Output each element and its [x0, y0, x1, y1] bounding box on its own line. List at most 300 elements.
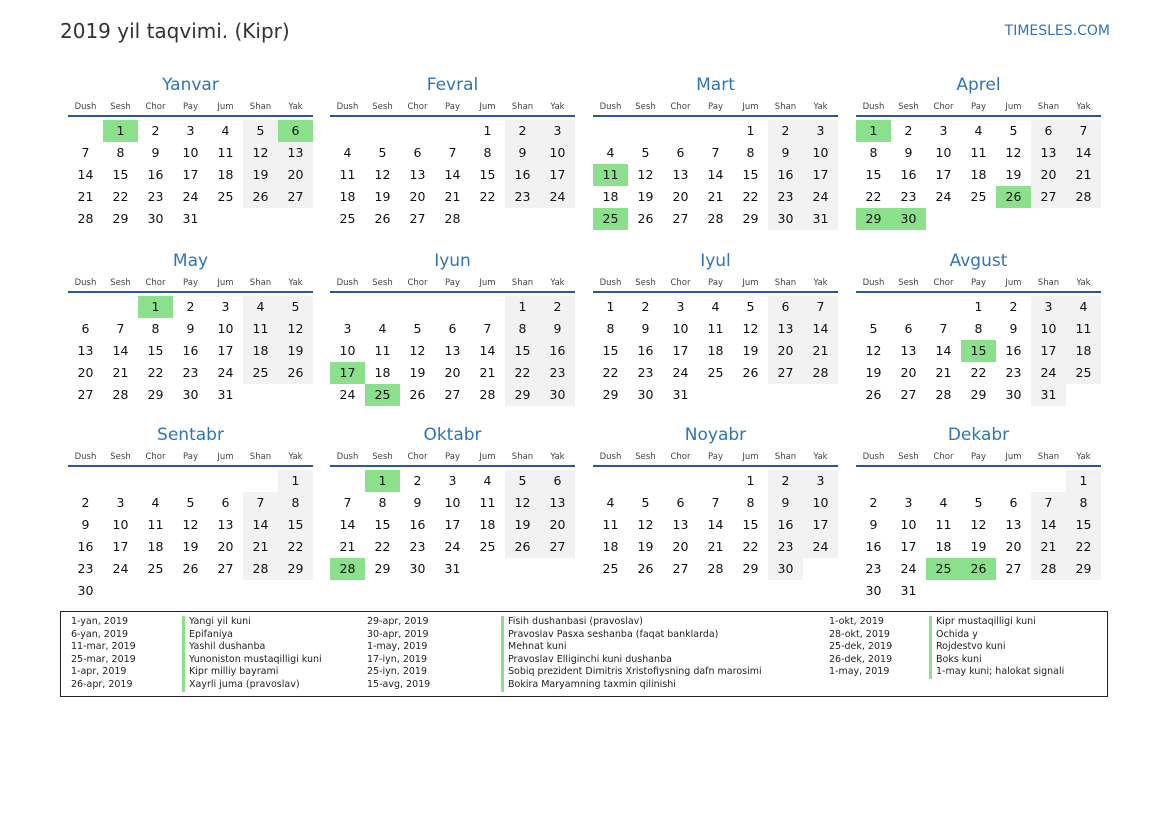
month-mart — [593, 73, 838, 230]
weekday-label: Jum — [479, 278, 496, 288]
week-row — [68, 362, 313, 384]
day-cell: 8 — [151, 321, 160, 336]
holiday-date: 30-apr, 2019 — [367, 628, 429, 640]
day-cell: 9 — [540, 318, 575, 340]
weekday-header — [330, 449, 575, 467]
week-row — [68, 164, 313, 186]
empty-cell — [208, 208, 243, 230]
day-cell: 3 — [803, 470, 838, 492]
page-title: 2019 yil taqvimi. (Kipr) — [60, 19, 290, 43]
day-cell: 18 — [970, 167, 987, 182]
weekday-label: Pay — [971, 102, 986, 112]
week-row — [856, 208, 1101, 230]
week-row — [68, 558, 313, 580]
day-cell: 16 — [147, 167, 164, 182]
day-cell: 21 — [77, 189, 94, 204]
day-cell: 11 — [602, 517, 619, 532]
day-cell: 31 — [672, 387, 689, 402]
day-cell: 14 — [1066, 142, 1101, 164]
holiday-name: Pravoslav Elliginchi kuni dushanba — [501, 654, 672, 667]
day-cell: 15 — [505, 340, 540, 362]
day-cell: 7 — [1031, 492, 1066, 514]
weekday-label: Dush — [336, 102, 359, 112]
day-cell: 1 — [746, 473, 755, 488]
day-cell: 15 — [742, 167, 759, 182]
day-cell: 3 — [904, 495, 913, 510]
empty-cell — [961, 580, 996, 602]
day-cell: 4 — [606, 145, 615, 160]
holiday-date: 29-apr, 2019 — [367, 616, 429, 627]
empty-cell — [470, 296, 505, 318]
week-row — [68, 340, 313, 362]
day-cell: 2 — [1009, 299, 1018, 314]
weekday-label: Chor — [933, 278, 954, 288]
empty-cell — [891, 296, 926, 318]
weekday-header — [68, 449, 313, 467]
empty-cell — [856, 296, 891, 318]
month-name: Oktabr — [423, 425, 482, 445]
day-grid — [330, 470, 575, 580]
day-cell: 25 — [602, 561, 619, 576]
day-cell: 30 — [768, 208, 803, 230]
weekday-label: Pay — [183, 278, 198, 288]
week-row — [593, 186, 838, 208]
day-cell: 23 — [900, 189, 917, 204]
day-cell: 31 — [900, 583, 917, 598]
day-cell: 24 — [182, 189, 199, 204]
weekday-label: Dush — [862, 102, 885, 112]
day-cell: 13 — [540, 492, 575, 514]
day-cell: 21 — [112, 365, 129, 380]
holiday-name: Xayrli juma (pravoslav) — [182, 679, 300, 692]
day-cell: 2 — [869, 495, 878, 510]
month-name: Sentabr — [157, 425, 224, 445]
month-name: Mart — [696, 75, 735, 95]
week-row — [68, 580, 313, 602]
day-cell: 10 — [672, 321, 689, 336]
empty-cell — [996, 580, 1031, 602]
day-cell: 28 — [707, 561, 724, 576]
day-cell: 12 — [505, 492, 540, 514]
day-cell: 19 — [182, 539, 199, 554]
weekday-label: Jum — [217, 278, 234, 288]
day-cell: 21 — [339, 539, 356, 554]
day-cell: 9 — [186, 321, 195, 336]
day-cell: 31 — [217, 387, 234, 402]
day-cell: 2 — [768, 120, 803, 142]
weekday-label: Yak — [550, 278, 565, 288]
day-cell: 10 — [217, 321, 234, 336]
weekday-label: Yak — [288, 452, 303, 462]
day-cell: 27 — [672, 211, 689, 226]
weekday-label: Sesh — [635, 102, 656, 112]
day-cell: 15 — [961, 340, 996, 362]
day-cell: 26 — [742, 365, 759, 380]
weekday-header — [68, 275, 313, 293]
day-cell: 23 — [768, 536, 803, 558]
weekday-label: Chor — [407, 278, 428, 288]
month-name: Dekabr — [947, 425, 1010, 445]
month-name: Iyun — [434, 251, 471, 271]
empty-cell — [330, 296, 365, 318]
day-cell: 2 — [641, 299, 650, 314]
weekday-label: Sesh — [898, 102, 919, 112]
day-cell: 5 — [869, 321, 878, 336]
day-cell: 3 — [221, 299, 230, 314]
day-cell: 1 — [365, 470, 400, 492]
day-cell: 30 — [77, 583, 94, 598]
day-cell: 28 — [444, 211, 461, 226]
day-cell: 1 — [278, 470, 313, 492]
empty-cell — [540, 208, 575, 230]
weekday-label: Yak — [1076, 102, 1091, 112]
day-cell: 15 — [1066, 514, 1101, 536]
empty-cell — [996, 208, 1031, 230]
week-row — [330, 120, 575, 142]
day-cell: 10 — [540, 142, 575, 164]
weekday-label: Shan — [774, 452, 797, 462]
week-row — [593, 120, 838, 142]
day-cell: 7 — [81, 145, 90, 160]
day-cell: 5 — [186, 495, 195, 510]
day-cell: 8 — [378, 495, 387, 510]
day-cell: 16 — [1005, 343, 1022, 358]
day-cell: 14 — [77, 167, 94, 182]
weekday-label: Shan — [1037, 452, 1060, 462]
day-cell: 5 — [746, 299, 755, 314]
day-cell: 10 — [182, 145, 199, 160]
day-cell: 17 — [935, 167, 952, 182]
weekday-label: Jum — [217, 102, 234, 112]
day-cell: 26 — [409, 387, 426, 402]
weekday-label: Jum — [479, 452, 496, 462]
empty-cell — [996, 470, 1031, 492]
day-cell: 8 — [746, 145, 755, 160]
day-cell: 11 — [147, 517, 164, 532]
weekday-label: Chor — [145, 278, 166, 288]
day-cell: 28 — [707, 211, 724, 226]
day-cell: 14 — [803, 318, 838, 340]
day-cell: 26 — [374, 211, 391, 226]
day-cell: 19 — [1005, 167, 1022, 182]
weekday-label: Yak — [813, 452, 828, 462]
day-cell: 4 — [483, 473, 492, 488]
day-cell: 25 — [339, 211, 356, 226]
weekday-label: Sesh — [898, 278, 919, 288]
holiday-date: 25-iyn, 2019 — [367, 666, 428, 678]
week-row — [68, 296, 313, 318]
day-cell: 19 — [865, 365, 882, 380]
day-cell: 3 — [939, 123, 948, 138]
day-cell: 31 — [1031, 384, 1066, 406]
day-cell: 14 — [243, 514, 278, 536]
weekday-label: Chor — [933, 452, 954, 462]
holiday-date: 25-dek, 2019 — [829, 641, 893, 653]
weekday-header — [856, 449, 1101, 467]
weekday-label: Sesh — [635, 452, 656, 462]
month-name: Yanvar — [162, 75, 219, 95]
empty-cell — [593, 470, 628, 492]
week-row — [330, 536, 575, 558]
weekday-header — [330, 275, 575, 293]
day-cell: 13 — [768, 318, 803, 340]
day-cell: 22 — [479, 189, 496, 204]
day-cell: 29 — [505, 384, 540, 406]
weekday-label: Pay — [183, 102, 198, 112]
weekday-label: Dush — [74, 102, 97, 112]
day-cell: 24 — [1031, 362, 1066, 384]
day-grid — [856, 120, 1101, 230]
day-cell: 11 — [707, 321, 724, 336]
day-cell: 9 — [904, 145, 913, 160]
day-cell: 12 — [278, 318, 313, 340]
holiday-name: Boks kuni — [929, 654, 982, 667]
weekday-header — [593, 99, 838, 117]
empty-cell — [400, 296, 435, 318]
day-cell: 18 — [339, 189, 356, 204]
empty-cell — [505, 558, 540, 580]
empty-cell — [208, 470, 243, 492]
empty-cell — [768, 384, 803, 406]
empty-cell — [173, 580, 208, 602]
day-cell: 29 — [374, 561, 391, 576]
day-cell: 9 — [869, 517, 878, 532]
week-row — [856, 142, 1101, 164]
day-cell: 6 — [278, 120, 313, 142]
day-cell: 9 — [768, 492, 803, 514]
empty-cell — [173, 470, 208, 492]
weekday-label: Chor — [407, 102, 428, 112]
weekday-label: Chor — [933, 102, 954, 112]
day-cell: 4 — [711, 299, 720, 314]
day-cell: 14 — [479, 343, 496, 358]
day-cell: 26 — [637, 211, 654, 226]
day-cell: 27 — [672, 561, 689, 576]
day-cell: 29 — [602, 387, 619, 402]
holiday-date: 17-iyn, 2019 — [367, 653, 428, 665]
day-cell: 11 — [935, 517, 952, 532]
week-row — [856, 470, 1101, 492]
day-cell: 30 — [540, 384, 575, 406]
day-cell: 31 — [444, 561, 461, 576]
weekday-label: Dush — [599, 452, 622, 462]
empty-cell — [803, 558, 838, 580]
holiday-name: Rojdestvo kuni — [929, 641, 1006, 654]
week-row — [856, 164, 1101, 186]
holiday-name: Bokira Maryamning taxmin qilinishi — [501, 679, 676, 692]
day-cell: 27 — [900, 387, 917, 402]
month-dekabr — [856, 423, 1101, 602]
weekday-label: Sesh — [110, 102, 131, 112]
weekday-label: Chor — [407, 452, 428, 462]
day-cell: 22 — [112, 189, 129, 204]
day-cell: 8 — [746, 495, 755, 510]
day-cell: 10 — [444, 495, 461, 510]
weekday-label: Shan — [1037, 102, 1060, 112]
day-cell: 9 — [505, 142, 540, 164]
weekday-label: Sesh — [898, 452, 919, 462]
day-cell: 12 — [374, 167, 391, 182]
empty-cell — [208, 580, 243, 602]
day-cell: 30 — [637, 387, 654, 402]
empty-cell — [278, 580, 313, 602]
day-cell: 19 — [243, 164, 278, 186]
day-cell: 11 — [217, 145, 234, 160]
weekday-label: Sesh — [110, 278, 131, 288]
day-cell: 3 — [448, 473, 457, 488]
week-row — [68, 384, 313, 406]
day-grid — [68, 470, 313, 602]
weekday-label: Pay — [183, 452, 198, 462]
weekday-label: Yak — [550, 102, 565, 112]
day-cell: 19 — [409, 365, 426, 380]
day-cell: 17 — [182, 167, 199, 182]
holiday-name: Ochida y — [929, 629, 978, 642]
day-cell: 11 — [970, 145, 987, 160]
day-cell: 9 — [768, 142, 803, 164]
day-cell: 12 — [637, 517, 654, 532]
weekday-label: Shan — [249, 278, 272, 288]
empty-cell — [628, 470, 663, 492]
day-cell: 22 — [742, 189, 759, 204]
day-cell: 25 — [479, 539, 496, 554]
day-cell: 25 — [707, 365, 724, 380]
day-cell: 27 — [540, 536, 575, 558]
day-cell: 21 — [1031, 536, 1066, 558]
holiday-date: 26-dek, 2019 — [829, 653, 893, 665]
month-aprel — [856, 73, 1101, 230]
weekday-label: Sesh — [110, 452, 131, 462]
day-cell: 19 — [374, 189, 391, 204]
holiday-name: Pravoslav Pasxa seshanba (faqat banklarda) — [501, 629, 718, 642]
empty-cell — [1066, 580, 1101, 602]
day-cell: 7 — [448, 145, 457, 160]
day-cell: 29 — [742, 211, 759, 226]
day-cell: 7 — [243, 492, 278, 514]
day-cell: 20 — [1005, 539, 1022, 554]
day-cell: 24 — [900, 561, 917, 576]
day-cell: 30 — [891, 208, 926, 230]
month-iyul — [593, 249, 838, 406]
holiday-name: 1-may kuni; halokat signali — [929, 666, 1064, 679]
day-cell: 19 — [505, 514, 540, 536]
day-cell: 6 — [1009, 495, 1018, 510]
month-fevral — [330, 73, 575, 230]
empty-cell — [961, 470, 996, 492]
day-cell: 22 — [505, 362, 540, 384]
day-cell: 24 — [803, 186, 838, 208]
day-cell: 19 — [970, 539, 987, 554]
week-row — [593, 470, 838, 492]
holiday-date: 1-may, 2019 — [829, 666, 890, 678]
week-row — [593, 142, 838, 164]
day-grid — [856, 470, 1101, 602]
day-cell: 26 — [637, 561, 654, 576]
day-cell: 25 — [243, 362, 278, 384]
empty-cell — [243, 208, 278, 230]
day-cell: 28 — [243, 558, 278, 580]
day-cell: 28 — [803, 362, 838, 384]
day-cell: 18 — [935, 539, 952, 554]
month-may — [68, 249, 313, 406]
weekday-label: Jum — [1005, 452, 1022, 462]
day-cell: 13 — [672, 517, 689, 532]
holiday-date: 26-apr, 2019 — [71, 679, 133, 690]
day-cell: 26 — [505, 536, 540, 558]
empty-cell — [103, 580, 138, 602]
empty-cell — [856, 470, 891, 492]
month-name: Aprel — [956, 75, 1001, 95]
holiday-name: Epifaniya — [182, 629, 233, 642]
day-cell: 4 — [939, 495, 948, 510]
week-row — [330, 384, 575, 406]
day-cell: 18 — [243, 340, 278, 362]
day-cell: 30 — [182, 387, 199, 402]
day-cell: 29 — [1066, 558, 1101, 580]
day-cell: 14 — [112, 343, 129, 358]
day-cell: 20 — [409, 189, 426, 204]
weekday-label: Shan — [511, 102, 534, 112]
day-cell: 14 — [707, 167, 724, 182]
week-row — [593, 514, 838, 536]
day-cell: 6 — [676, 495, 685, 510]
week-row — [330, 340, 575, 362]
holiday-name: Yunoniston mustaqilligi kuni — [182, 654, 322, 667]
empty-cell — [926, 470, 961, 492]
empty-cell — [243, 384, 278, 406]
day-cell: 10 — [803, 492, 838, 514]
day-cell: 6 — [904, 321, 913, 336]
day-cell: 4 — [243, 296, 278, 318]
site-link[interactable]: TIMESLES.COM — [1004, 23, 1110, 39]
empty-cell — [1066, 384, 1101, 406]
day-cell: 12 — [243, 142, 278, 164]
day-cell: 2 — [81, 495, 90, 510]
empty-cell — [138, 470, 173, 492]
week-row — [330, 558, 575, 580]
day-cell: 4 — [378, 321, 387, 336]
week-row — [68, 208, 313, 230]
weekday-label: Yak — [550, 452, 565, 462]
weekday-label: Jum — [742, 452, 759, 462]
day-cell: 28 — [935, 387, 952, 402]
weekday-label: Shan — [249, 102, 272, 112]
week-row — [856, 580, 1101, 602]
day-cell: 13 — [672, 167, 689, 182]
day-cell: 16 — [637, 343, 654, 358]
month-name: Noyabr — [684, 425, 747, 445]
week-row — [593, 208, 838, 230]
weekday-label: Shan — [511, 278, 534, 288]
day-cell: 26 — [278, 362, 313, 384]
day-cell: 16 — [540, 340, 575, 362]
day-cell: 18 — [374, 365, 391, 380]
day-cell: 18 — [1066, 340, 1101, 362]
day-cell: 4 — [151, 495, 160, 510]
day-cell: 11 — [243, 318, 278, 340]
empty-cell — [470, 558, 505, 580]
day-cell: 27 — [768, 362, 803, 384]
month-avgust — [856, 249, 1101, 406]
weekday-header — [856, 275, 1101, 293]
day-cell: 13 — [444, 343, 461, 358]
day-cell: 9 — [81, 517, 90, 532]
empty-cell — [698, 470, 733, 492]
day-cell: 5 — [641, 145, 650, 160]
day-cell: 17 — [540, 164, 575, 186]
day-cell: 5 — [278, 296, 313, 318]
day-cell: 20 — [540, 514, 575, 536]
